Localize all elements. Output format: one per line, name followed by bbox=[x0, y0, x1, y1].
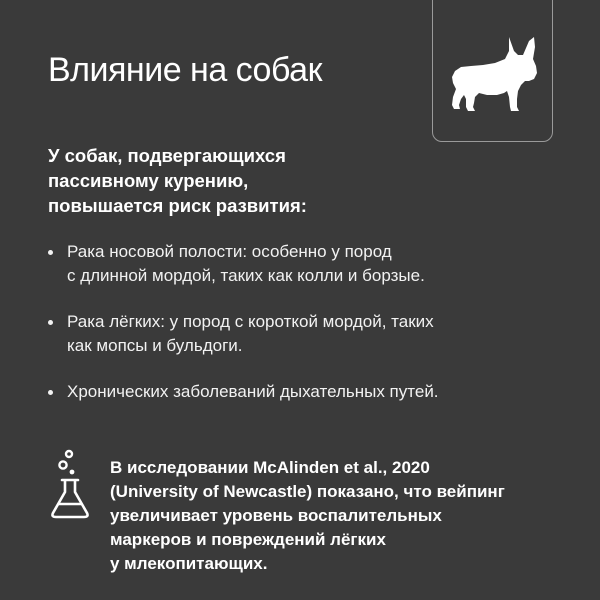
study-line: маркеров и повреждений лёгких bbox=[110, 530, 386, 549]
intro-text bbox=[48, 143, 307, 218]
list-item-text bbox=[48, 240, 548, 288]
intro-line: пассивному курению, bbox=[48, 170, 249, 191]
list-item bbox=[48, 240, 548, 288]
list-item-line: как мопсы и бульдоги. bbox=[67, 336, 243, 355]
flask-icon bbox=[48, 449, 92, 521]
bullet-dot-icon bbox=[48, 390, 53, 395]
study-line: увеличивает уровень воспалительных bbox=[110, 506, 442, 525]
bullet-dot-icon bbox=[48, 320, 53, 325]
list-item-line: Рака лёгких: у пород с короткой мордой, таких bbox=[67, 312, 434, 331]
intro-line: повышается риск развития: bbox=[48, 195, 307, 216]
bullet-dot-icon bbox=[48, 250, 53, 255]
list-item-text bbox=[48, 380, 548, 404]
dog-silhouette-icon bbox=[447, 33, 543, 113]
list-item-line: с длинной мордой, таких как колли и борзые. bbox=[67, 266, 425, 285]
study-line: В исследовании McAlinden et al., 2020 bbox=[110, 458, 430, 477]
study-line: (University of Newcastle) показано, что вейпинг bbox=[110, 482, 505, 501]
dog-card bbox=[432, 0, 553, 142]
study-line: у млекопитающих. bbox=[110, 554, 268, 573]
list-item-text bbox=[48, 310, 548, 358]
list-item-line: Хронических заболеваний дыхательных путей. bbox=[67, 382, 439, 401]
page-title: Влияние на собак bbox=[48, 51, 322, 89]
intro-line: У собак, подвергающихся bbox=[48, 145, 286, 166]
list-item-line: Рака носовой полости: особенно у пород bbox=[67, 242, 392, 261]
list-item bbox=[48, 380, 548, 404]
list-item bbox=[48, 310, 548, 358]
study-text bbox=[110, 456, 505, 576]
